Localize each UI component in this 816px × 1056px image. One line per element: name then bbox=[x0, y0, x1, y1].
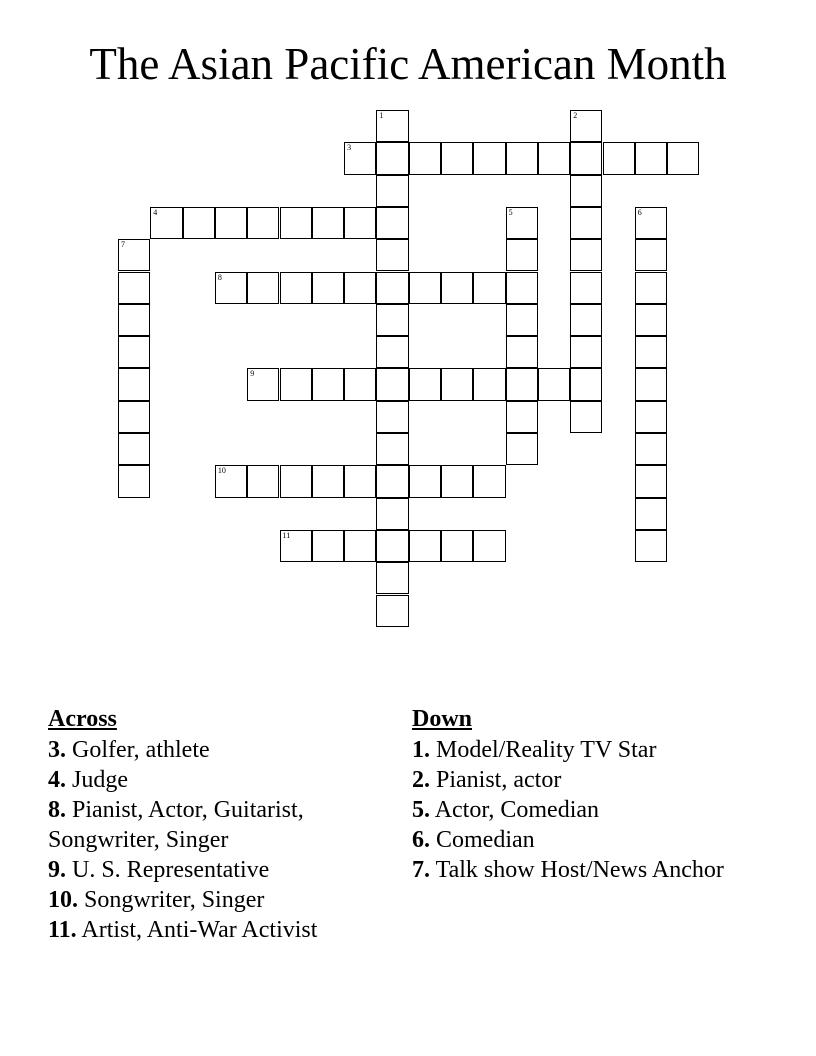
grid-cell[interactable] bbox=[570, 110, 602, 142]
grid-cell[interactable] bbox=[280, 465, 312, 497]
grid-cell[interactable] bbox=[570, 175, 602, 207]
grid-cell[interactable] bbox=[635, 272, 667, 304]
grid-cell[interactable] bbox=[506, 239, 538, 271]
clue-across-4 bbox=[48, 765, 398, 795]
grid-cell[interactable] bbox=[376, 175, 408, 207]
grid-cell[interactable] bbox=[344, 272, 376, 304]
clue-number: 7. bbox=[412, 857, 430, 883]
clue-text: Talk show Host/News Anchor bbox=[435, 857, 724, 883]
clue-across-8 bbox=[48, 795, 398, 855]
clue-text: Model/Reality TV Star bbox=[436, 737, 657, 763]
grid-cell[interactable] bbox=[118, 465, 150, 497]
grid-cell[interactable] bbox=[344, 465, 376, 497]
grid-cell[interactable] bbox=[506, 304, 538, 336]
down-clues bbox=[412, 705, 732, 885]
grid-cell[interactable] bbox=[376, 304, 408, 336]
clue-number: 11. bbox=[48, 917, 77, 943]
grid-cell[interactable] bbox=[473, 465, 505, 497]
grid-cell[interactable] bbox=[312, 530, 344, 562]
grid-cell[interactable] bbox=[280, 207, 312, 239]
grid-cell[interactable] bbox=[409, 272, 441, 304]
clue-text: U. S. Representative bbox=[72, 857, 270, 883]
cell-number: 3 bbox=[347, 143, 352, 153]
clue-number: 9. bbox=[48, 857, 66, 883]
clue-number: 5. bbox=[412, 797, 430, 823]
grid-cell[interactable] bbox=[344, 530, 376, 562]
cell-number: 7 bbox=[121, 240, 125, 250]
grid-cell[interactable] bbox=[312, 368, 344, 400]
grid-cell[interactable] bbox=[376, 498, 408, 530]
clue-text: Comedian bbox=[436, 827, 535, 853]
clue-number: 2. bbox=[412, 767, 430, 793]
grid-cell[interactable] bbox=[376, 336, 408, 368]
grid-cell[interactable] bbox=[538, 368, 570, 400]
grid-cell[interactable] bbox=[376, 110, 408, 142]
grid-cell[interactable] bbox=[473, 530, 505, 562]
grid-cell[interactable] bbox=[376, 368, 408, 400]
grid-cell[interactable] bbox=[215, 465, 247, 497]
grid-cell[interactable] bbox=[603, 142, 635, 174]
down-heading: Down bbox=[412, 706, 473, 732]
grid-cell[interactable] bbox=[247, 465, 279, 497]
grid-cell[interactable] bbox=[280, 272, 312, 304]
grid-cell[interactable] bbox=[635, 433, 667, 465]
grid-cell[interactable] bbox=[570, 207, 602, 239]
grid-cell[interactable] bbox=[635, 498, 667, 530]
grid-cell[interactable] bbox=[635, 465, 667, 497]
grid-cell[interactable] bbox=[473, 368, 505, 400]
grid-cell[interactable] bbox=[635, 530, 667, 562]
cell-number: 4 bbox=[153, 207, 158, 217]
grid-cell[interactable] bbox=[247, 272, 279, 304]
clue-text: Golfer, athlete bbox=[72, 737, 210, 763]
grid-cell[interactable] bbox=[441, 465, 473, 497]
clue-text: Songwriter, Singer bbox=[84, 887, 265, 913]
grid-cell[interactable] bbox=[570, 272, 602, 304]
grid-cell[interactable] bbox=[376, 239, 408, 271]
grid-cell[interactable] bbox=[215, 207, 247, 239]
grid-cell[interactable] bbox=[635, 239, 667, 271]
grid-cell[interactable] bbox=[376, 272, 408, 304]
cell-number: 2 bbox=[573, 111, 578, 120]
clue-across-3 bbox=[48, 735, 398, 765]
cell-number: 1 bbox=[379, 111, 384, 120]
grid-cell[interactable] bbox=[570, 401, 602, 433]
grid-cell[interactable] bbox=[409, 530, 441, 562]
grid-cell[interactable] bbox=[118, 368, 150, 400]
clue-number: 3. bbox=[48, 737, 66, 763]
grid-cell[interactable] bbox=[538, 142, 570, 174]
grid-cell[interactable] bbox=[118, 433, 150, 465]
grid-cell[interactable] bbox=[312, 272, 344, 304]
clue-down-5 bbox=[412, 795, 732, 825]
clue-down-6 bbox=[412, 825, 732, 855]
grid-cell[interactable] bbox=[570, 239, 602, 271]
clue-text: Actor, Comedian bbox=[434, 797, 600, 823]
across-heading: Across bbox=[48, 706, 117, 732]
cell-number: 6 bbox=[637, 207, 642, 217]
cell-number: 8 bbox=[217, 272, 222, 282]
cell-number: 9 bbox=[250, 369, 255, 379]
grid-cell[interactable] bbox=[570, 368, 602, 400]
grid-cell[interactable] bbox=[570, 304, 602, 336]
clue-across-10 bbox=[48, 885, 398, 915]
grid-cell[interactable] bbox=[506, 336, 538, 368]
grid-cell[interactable] bbox=[376, 142, 408, 174]
cell-number: 11 bbox=[282, 530, 291, 540]
grid-cell[interactable] bbox=[635, 336, 667, 368]
grid-cell[interactable] bbox=[409, 465, 441, 497]
page-title: The Asian Pacific American Month bbox=[89, 39, 727, 89]
clue-down-7 bbox=[412, 855, 732, 885]
grid-cell[interactable] bbox=[506, 272, 538, 304]
grid-cell[interactable] bbox=[506, 401, 538, 433]
grid-cell[interactable] bbox=[506, 207, 538, 239]
grid-cell[interactable] bbox=[473, 142, 505, 174]
grid-cell[interactable] bbox=[118, 336, 150, 368]
clue-text: Pianist, actor bbox=[436, 767, 562, 793]
grid-cell[interactable] bbox=[118, 239, 150, 271]
grid-cell[interactable] bbox=[441, 272, 473, 304]
grid-cell[interactable] bbox=[506, 142, 538, 174]
grid-cell[interactable] bbox=[344, 368, 376, 400]
grid-cell[interactable] bbox=[635, 368, 667, 400]
clue-number: 1. bbox=[412, 737, 430, 763]
cell-number: 10 bbox=[217, 466, 226, 476]
grid-cell[interactable] bbox=[247, 368, 279, 400]
clue-number: 10. bbox=[48, 887, 78, 913]
clue-text: Pianist, Actor, Guitarist, Songwriter, Singer bbox=[48, 797, 304, 853]
grid-cell[interactable] bbox=[635, 142, 667, 174]
grid-cell[interactable] bbox=[183, 207, 215, 239]
grid-cell[interactable] bbox=[118, 401, 150, 433]
grid-cell[interactable] bbox=[280, 530, 312, 562]
clue-across-9 bbox=[48, 855, 398, 885]
grid-cell[interactable] bbox=[150, 207, 182, 239]
grid-cell[interactable] bbox=[635, 207, 667, 239]
grid-cell[interactable] bbox=[376, 433, 408, 465]
grid-cell[interactable] bbox=[570, 142, 602, 174]
clue-number: 6. bbox=[412, 827, 430, 853]
grid-cell[interactable] bbox=[441, 530, 473, 562]
clue-down-2 bbox=[412, 765, 732, 795]
grid-cell[interactable] bbox=[635, 401, 667, 433]
grid-cell[interactable] bbox=[312, 465, 344, 497]
grid-cell[interactable] bbox=[376, 401, 408, 433]
grid-cell[interactable] bbox=[570, 336, 602, 368]
clue-down-1 bbox=[412, 735, 732, 765]
grid-cell[interactable] bbox=[118, 304, 150, 336]
grid-cell[interactable] bbox=[441, 368, 473, 400]
grid-cell[interactable] bbox=[215, 272, 247, 304]
clue-number: 4. bbox=[48, 767, 66, 793]
grid-cell[interactable] bbox=[376, 530, 408, 562]
grid-cell[interactable] bbox=[118, 272, 150, 304]
grid-cell[interactable] bbox=[409, 142, 441, 174]
grid-cell[interactable] bbox=[280, 368, 312, 400]
grid-cell[interactable] bbox=[506, 368, 538, 400]
grid-cell[interactable] bbox=[635, 304, 667, 336]
grid-cell[interactable] bbox=[409, 368, 441, 400]
clue-text: Artist, Anti-War Activist bbox=[81, 917, 318, 943]
grid-cell[interactable] bbox=[376, 595, 408, 627]
clue-text: Judge bbox=[72, 767, 128, 793]
grid-cell[interactable] bbox=[344, 142, 376, 174]
grid-cell[interactable] bbox=[376, 207, 408, 239]
clue-number: 8. bbox=[48, 797, 66, 823]
cell-number: 5 bbox=[508, 207, 513, 217]
grid-cell[interactable] bbox=[506, 433, 538, 465]
grid-cell[interactable] bbox=[344, 207, 376, 239]
clue-across-11 bbox=[48, 915, 398, 945]
grid-cell[interactable] bbox=[441, 142, 473, 174]
grid-cell[interactable] bbox=[247, 207, 279, 239]
across-clues bbox=[48, 705, 398, 945]
grid-cell[interactable] bbox=[376, 465, 408, 497]
grid-cell[interactable] bbox=[312, 207, 344, 239]
grid-cell[interactable] bbox=[376, 562, 408, 594]
grid-cell[interactable] bbox=[667, 142, 699, 174]
grid-cell[interactable] bbox=[473, 272, 505, 304]
